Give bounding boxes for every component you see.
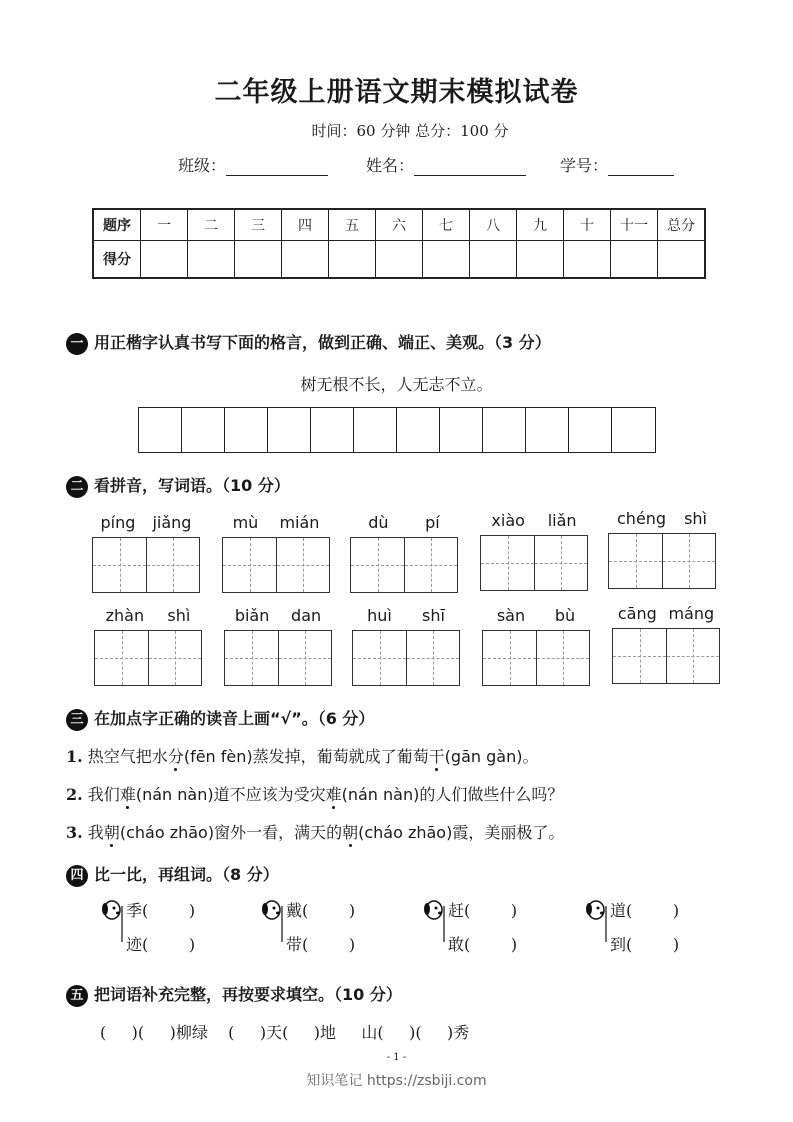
- score-cell[interactable]: [611, 241, 658, 279]
- name-label: 姓名：: [366, 156, 415, 175]
- compare-word[interactable]: 戴( ): [286, 901, 356, 920]
- score-cell[interactable]: [658, 241, 706, 279]
- pinyin: píng: [100, 513, 136, 532]
- writing-cell[interactable]: [569, 408, 612, 452]
- compare-word[interactable]: 敢( ): [448, 935, 518, 954]
- question-text: 我们: [87, 785, 120, 804]
- section-badge: 二: [66, 476, 88, 498]
- tianzi-grid[interactable]: [92, 537, 200, 593]
- pinyin: mù: [232, 513, 259, 532]
- question-text: 热空气把水: [87, 747, 168, 766]
- score-cell[interactable]: [235, 241, 282, 279]
- section-1-heading: [66, 330, 551, 355]
- question-text: 我: [87, 823, 104, 842]
- score-cell[interactable]: [376, 241, 423, 279]
- student-id-field[interactable]: [560, 153, 674, 176]
- compare-word[interactable]: 带( ): [286, 935, 356, 954]
- pinyin-options[interactable]: (cháo zhāo): [358, 823, 453, 842]
- page-title: 二年级上册语文期末模拟试卷: [214, 77, 579, 108]
- score-col-header: 九: [517, 209, 564, 241]
- question-text: 蒸发掉，葡萄就成了葡萄: [252, 747, 429, 766]
- pinyin: máng: [668, 604, 715, 623]
- dog-icon: [100, 898, 124, 942]
- pinyin: cāng: [617, 604, 657, 623]
- exam-meta: 时间：60 分钟 总分：100 分: [311, 122, 509, 140]
- compare-group: [586, 894, 679, 962]
- compare-word[interactable]: 迹( ): [126, 935, 196, 954]
- pinyin-item: [608, 509, 716, 589]
- question-text: 窗外一看，满天的: [214, 823, 343, 842]
- pinyin-item: [352, 606, 460, 686]
- compare-word[interactable]: 赶( ): [448, 901, 518, 920]
- pinyin: dù: [368, 513, 389, 532]
- name-field[interactable]: [366, 153, 526, 176]
- writing-cell[interactable]: [397, 408, 440, 452]
- dotted-char: 难: [325, 785, 342, 804]
- tianzi-grid[interactable]: [222, 537, 330, 593]
- dog-icon: [584, 898, 608, 942]
- pinyin: jiǎng: [152, 513, 192, 532]
- score-col-header: 三: [235, 209, 282, 241]
- page-number: - 1 -: [386, 1052, 407, 1063]
- section-2-title: 看拼音，写词语。（10 分）: [94, 476, 290, 495]
- question-1: [66, 744, 538, 767]
- tianzi-grid[interactable]: [482, 630, 590, 686]
- score-col-header: 二: [188, 209, 235, 241]
- question-text: 道不应该为受灾: [213, 785, 326, 804]
- section-badge: 四: [66, 865, 88, 887]
- writing-cell[interactable]: [526, 408, 569, 452]
- tianzi-grid[interactable]: [94, 630, 202, 686]
- tianzi-grid[interactable]: [224, 630, 332, 686]
- writing-cell[interactable]: [139, 408, 182, 452]
- question-text: 。: [522, 747, 539, 766]
- writing-cell[interactable]: [225, 408, 268, 452]
- writing-cell[interactable]: [182, 408, 225, 452]
- footer-watermark: 知识笔记 https://zsbiji.com: [306, 1073, 487, 1089]
- compare-group: [262, 894, 355, 962]
- compare-group: [424, 894, 517, 962]
- score-cell[interactable]: [470, 241, 517, 279]
- pinyin: zhàn: [105, 606, 145, 625]
- score-cell[interactable]: [564, 241, 611, 279]
- score-col-header: 一: [141, 209, 188, 241]
- question-text: 霞，美丽极了。: [452, 823, 565, 842]
- motto: 树无根不长，人无志不立。: [300, 375, 493, 394]
- question-text: 的人们做些什么吗？: [419, 785, 564, 804]
- score-cell[interactable]: [423, 241, 470, 279]
- score-col-header: 五: [329, 209, 376, 241]
- pinyin: dan: [291, 606, 322, 625]
- pinyin: chéng: [617, 509, 667, 528]
- question-number: 1.: [66, 747, 83, 766]
- score-col-header: 十一: [611, 209, 658, 241]
- section-5-title: 把词语补充完整，再按要求填空。（10 分）: [94, 985, 402, 1004]
- pinyin: sàn: [496, 606, 526, 625]
- compare-word[interactable]: 到( ): [610, 935, 680, 954]
- score-cell[interactable]: [517, 241, 564, 279]
- pinyin-item: [480, 511, 588, 591]
- id-label: 学号：: [560, 156, 609, 175]
- section-1-title: 用正楷字认真书写下面的格言，做到正确、端正、美观。（3 分）: [94, 333, 551, 352]
- tianzi-grid[interactable]: [480, 535, 588, 591]
- dotted-char: 朝: [103, 823, 120, 842]
- pinyin-item: [350, 513, 458, 593]
- score-col-header: 六: [376, 209, 423, 241]
- writing-cell[interactable]: [483, 408, 526, 452]
- class-label: 班级：: [178, 156, 227, 175]
- question-number: 2.: [66, 785, 83, 804]
- dotted-char: 难: [119, 785, 136, 804]
- score-table: [92, 208, 706, 279]
- score-cell[interactable]: [329, 241, 376, 279]
- section-badge: 五: [66, 985, 88, 1007]
- writing-cell[interactable]: [440, 408, 483, 452]
- question-number: 3.: [66, 823, 83, 842]
- pinyin: huì: [367, 606, 392, 625]
- section-3-title: 在加点字正确的读音上画“√”。（6 分）: [94, 709, 375, 728]
- question-3: [66, 820, 564, 843]
- pinyin: liǎn: [547, 511, 577, 530]
- score-col-header: 十: [564, 209, 611, 241]
- tianzi-grid[interactable]: [608, 533, 716, 589]
- compare-word[interactable]: 季( ): [126, 901, 196, 920]
- tianzi-grid[interactable]: [612, 628, 720, 684]
- pinyin: mián: [279, 513, 320, 532]
- idiom-fill-line[interactable]: ( )( )柳绿 ( )天( )地 山( )( )秀: [100, 1023, 470, 1042]
- pinyin: pí: [425, 513, 440, 532]
- writing-cell[interactable]: [268, 408, 311, 452]
- dog-icon: [260, 898, 284, 942]
- compare-word[interactable]: 道( ): [610, 901, 680, 920]
- pinyin-options[interactable]: (nán nàn): [341, 785, 420, 804]
- tianzi-grid[interactable]: [352, 630, 460, 686]
- score-col-header: 四: [282, 209, 329, 241]
- compare-group: [102, 894, 195, 962]
- score-cell[interactable]: [141, 241, 188, 279]
- score-col-header: 八: [470, 209, 517, 241]
- score-col-header: 总分: [658, 209, 706, 241]
- pinyin: xiào: [491, 511, 525, 530]
- score-col-header: 七: [423, 209, 470, 241]
- dotted-char: 干: [428, 747, 445, 766]
- section-badge: 三: [66, 709, 88, 731]
- pinyin: shī: [421, 606, 445, 625]
- pinyin-item: [222, 513, 330, 593]
- pinyin-item: [612, 604, 720, 684]
- class-field[interactable]: [178, 153, 328, 176]
- pinyin: biǎn: [234, 606, 270, 625]
- pinyin-item: [482, 606, 590, 686]
- pinyin-options[interactable]: (nán nàn): [135, 785, 214, 804]
- score-cell[interactable]: [188, 241, 235, 279]
- tianzi-grid[interactable]: [350, 537, 458, 593]
- pinyin-options[interactable]: (cháo zhāo): [119, 823, 215, 842]
- writing-cell[interactable]: [311, 408, 354, 452]
- pinyin-item: [92, 513, 200, 593]
- pinyin-item: [94, 606, 202, 686]
- section-3-heading: [66, 706, 374, 731]
- writing-grid[interactable]: [138, 407, 656, 453]
- pinyin: shì: [167, 606, 191, 625]
- pinyin-item: [224, 606, 332, 686]
- score-row-header: 题序: [93, 209, 141, 241]
- dog-icon: [422, 898, 446, 942]
- score-row-label: 得分: [93, 241, 141, 279]
- section-badge: 一: [66, 333, 88, 355]
- section-4-heading: [66, 862, 279, 887]
- section-4-title: 比一比，再组词。（8 分）: [94, 865, 279, 884]
- writing-cell[interactable]: [354, 408, 397, 452]
- score-cell[interactable]: [282, 241, 329, 279]
- pinyin-options[interactable]: (gān gàn): [444, 747, 523, 766]
- pinyin-options[interactable]: (fēn fèn): [183, 747, 253, 766]
- writing-cell[interactable]: [612, 408, 655, 452]
- pinyin: shì: [684, 509, 707, 528]
- dotted-char: 朝: [342, 823, 359, 842]
- question-2: [66, 782, 563, 805]
- dotted-char: 分: [167, 747, 184, 766]
- section-5-heading: [66, 982, 402, 1007]
- pinyin: bù: [554, 606, 576, 625]
- section-2-heading: [66, 473, 290, 498]
